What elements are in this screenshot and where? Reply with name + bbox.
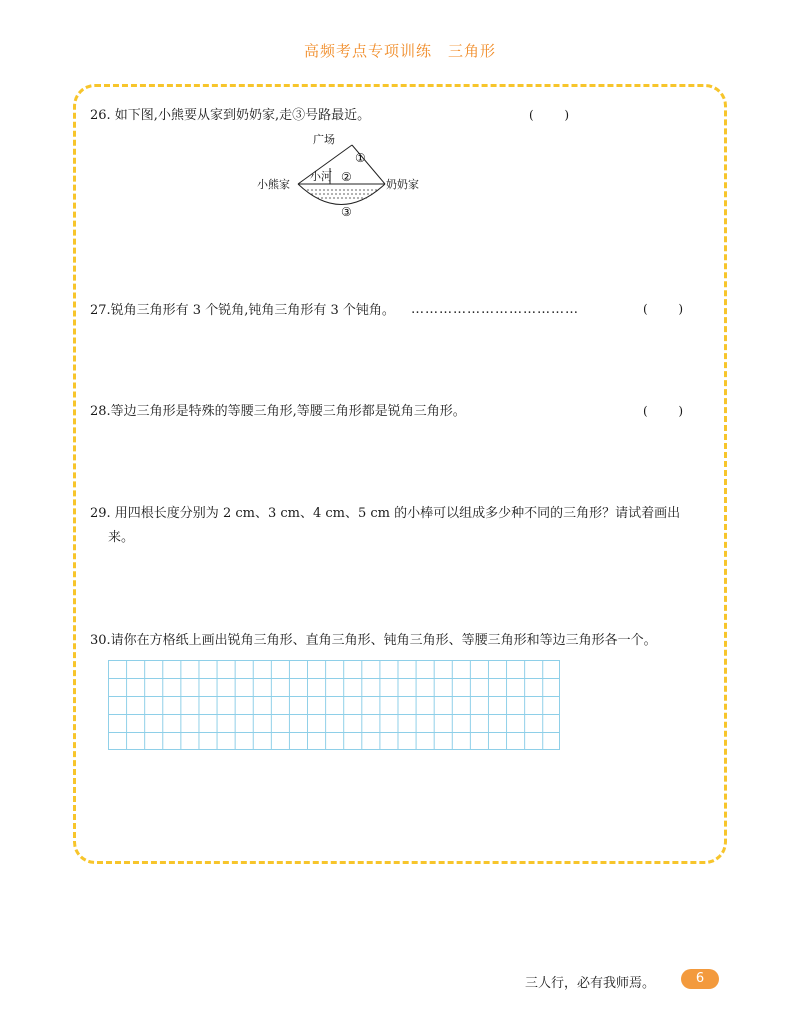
question-27-answer-paren[interactable] bbox=[643, 302, 683, 316]
label-bear-home: 小熊家 bbox=[257, 178, 290, 191]
question-30-text: 30.请你在方格纸上画出锐角三角形、直角三角形、钝角三角形、等腰三角形和等边三角形各一个。 bbox=[90, 633, 657, 648]
question-28-answer-paren[interactable] bbox=[643, 404, 683, 418]
close-paren: ) bbox=[678, 404, 683, 418]
page-header-title: 高频考点专项训练 三角形 bbox=[303, 42, 496, 60]
question-26-diagram bbox=[255, 130, 440, 230]
question-29-line-2: 来。 bbox=[108, 530, 135, 545]
label-route-1: ① bbox=[355, 151, 366, 165]
label-route-3: ③ bbox=[341, 205, 352, 219]
open-paren: ( bbox=[529, 108, 534, 122]
open-paren: ( bbox=[643, 302, 648, 316]
label-route-2: ② bbox=[341, 170, 352, 184]
question-27-leader-dots: ……………………………… bbox=[411, 302, 579, 317]
question-28-text: 28.等边三角形是特殊的等腰三角形,等腰三角形都是锐角三角形。 bbox=[90, 404, 466, 419]
close-paren: ) bbox=[678, 302, 683, 316]
question-26-text: 26. 如下图,小熊要从家到奶奶家,走③号路最近。 bbox=[90, 108, 371, 123]
open-paren: ( bbox=[643, 404, 648, 418]
question-26-answer-paren[interactable] bbox=[529, 108, 569, 122]
page-number-badge: 6 bbox=[681, 969, 719, 989]
label-river: 小河 bbox=[310, 170, 332, 183]
question-29-line-1: 29. 用四根长度分别为 2 cm、3 cm、4 cm、5 cm 的小棒可以组成多少种不同的三角形？请试着画出 bbox=[90, 506, 681, 521]
drawing-grid-paper[interactable] bbox=[108, 660, 560, 750]
label-plaza: 广场 bbox=[313, 133, 335, 146]
question-27-text: 27.锐角三角形有 3 个锐角,钝角三角形有 3 个钝角。 bbox=[90, 303, 395, 318]
footer-motto: 三人行，必有我师焉。 bbox=[525, 976, 656, 991]
label-grandma-home: 奶奶家 bbox=[386, 178, 419, 191]
close-paren: ) bbox=[564, 108, 569, 122]
